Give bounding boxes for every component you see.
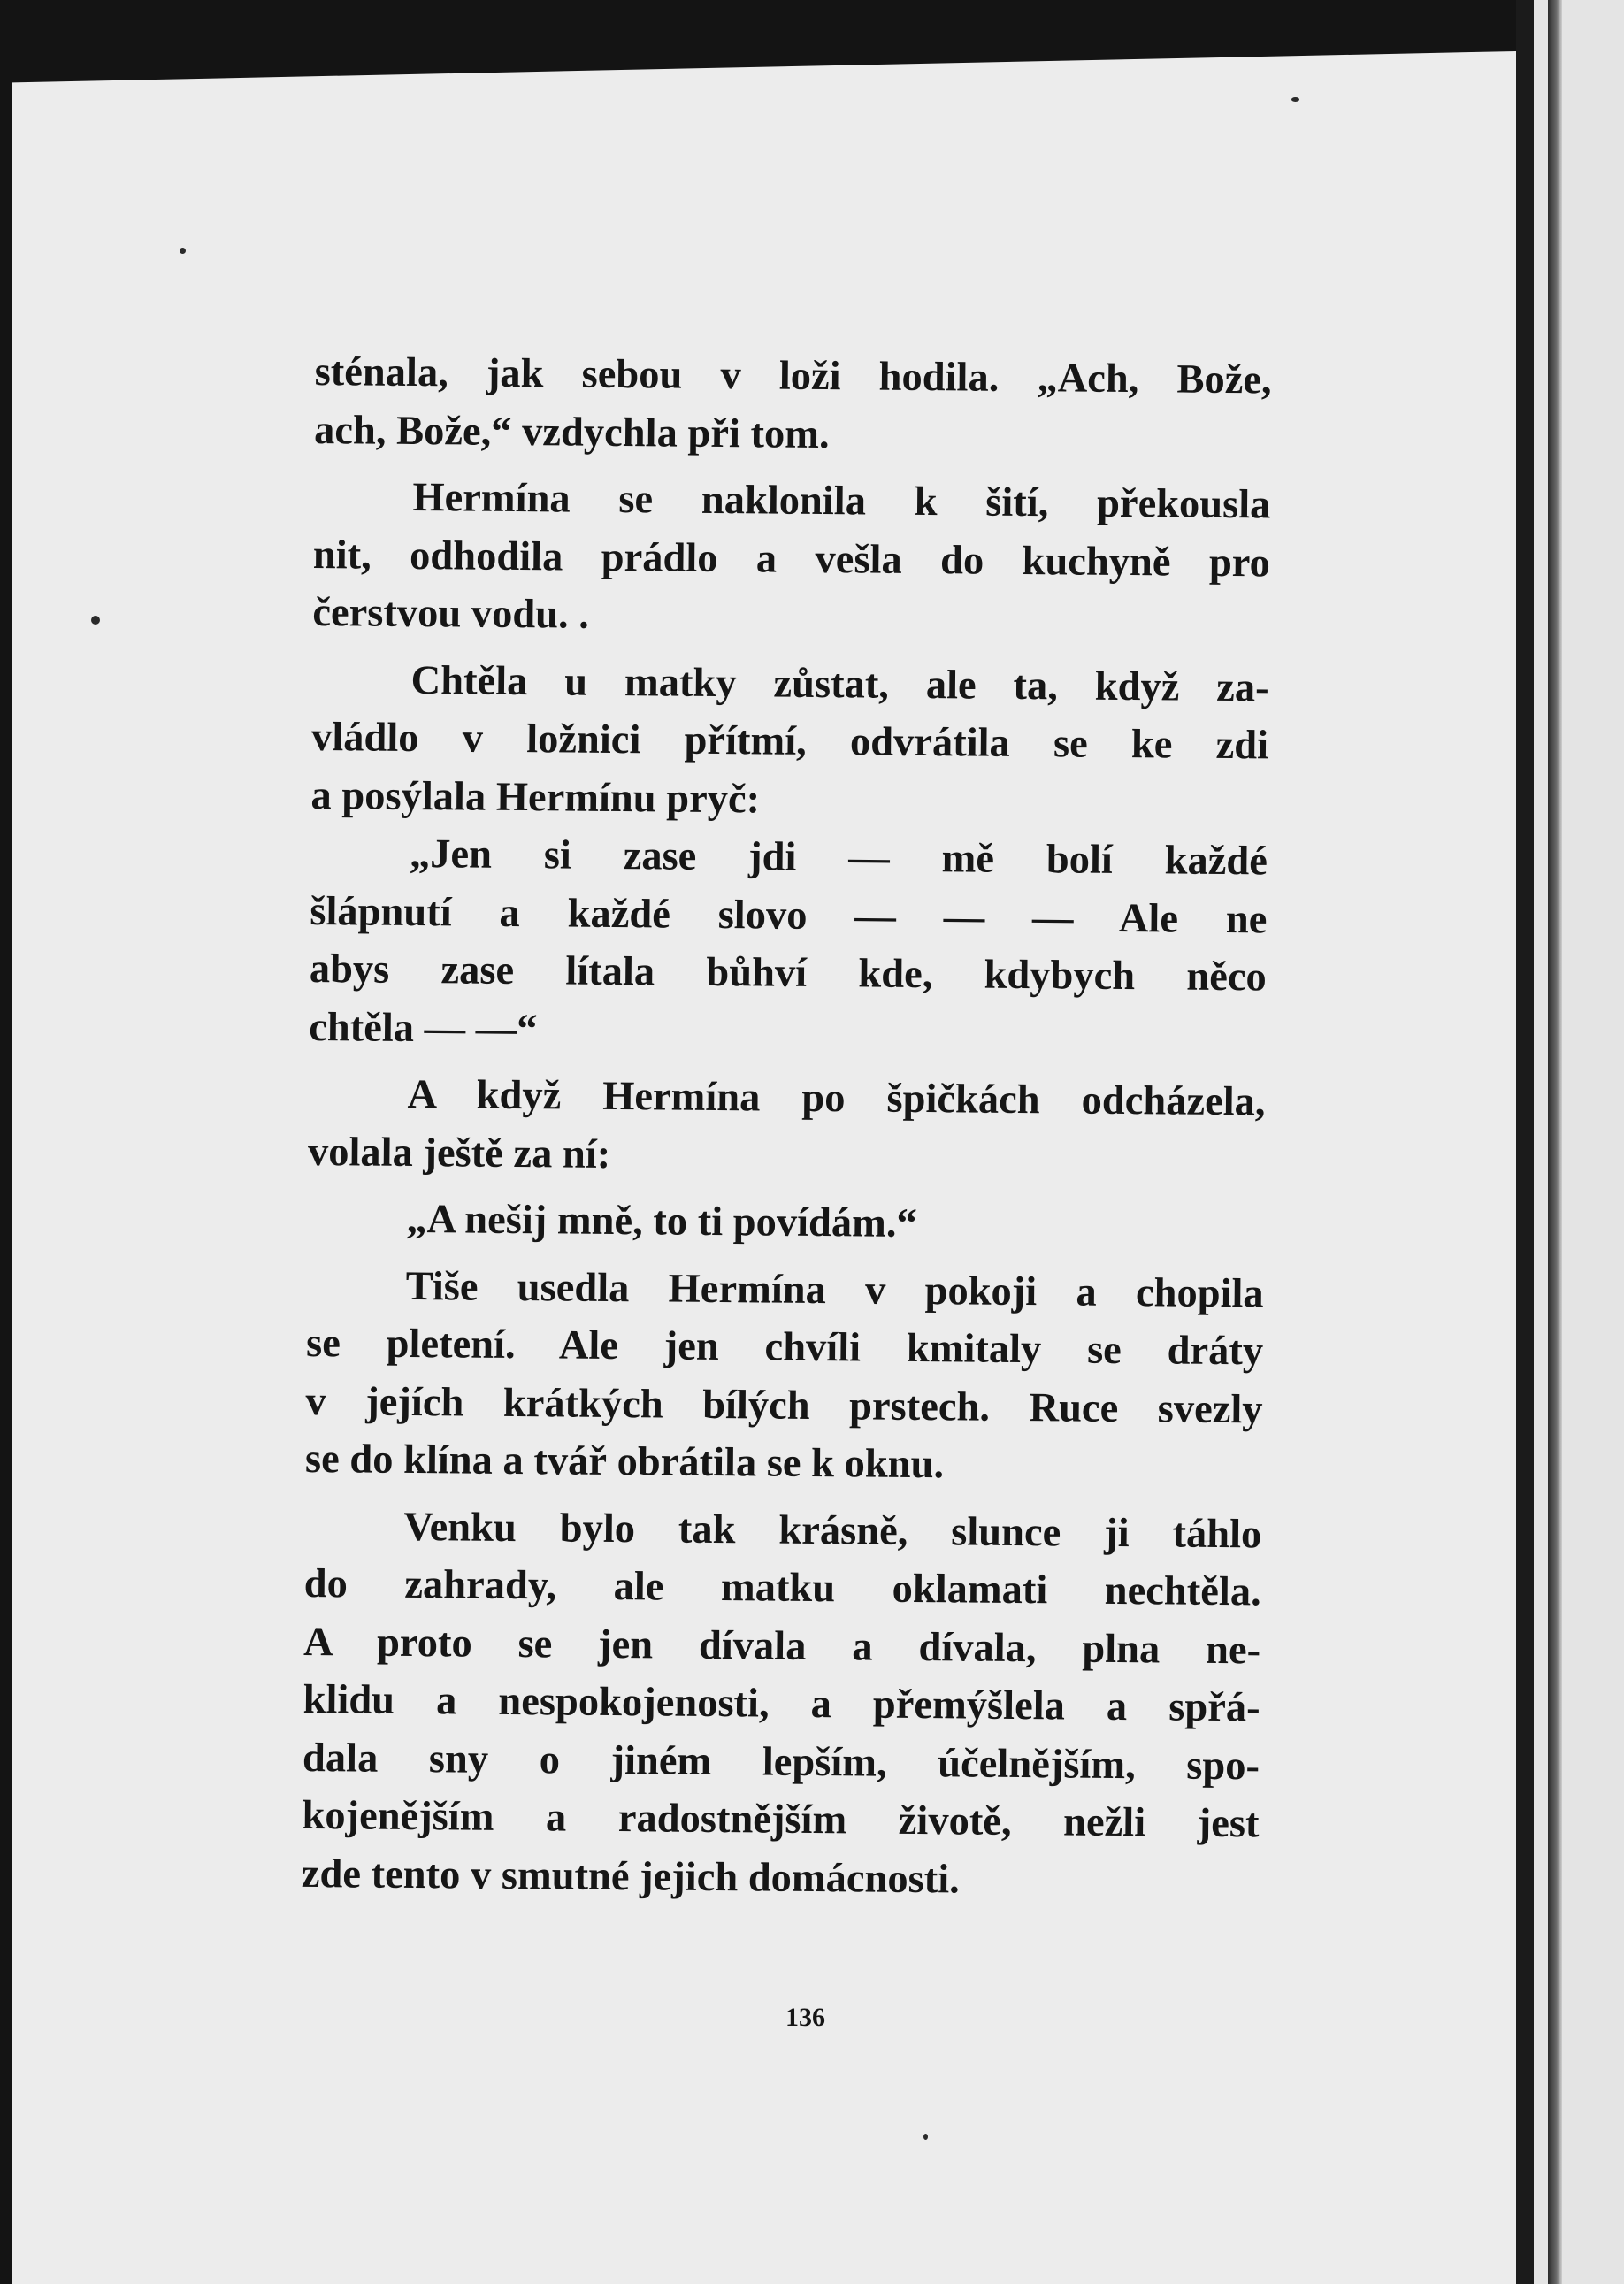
text-line: dala sny o jiném lepším, účelnějším, spo- <box>302 1735 1260 1789</box>
text-line: do zahrady, ale matku oklamati nechtěla. <box>303 1560 1261 1615</box>
text-line: v jejích krátkých bílých prstech. Ruce svezly <box>305 1378 1263 1432</box>
page-number: 136 <box>785 2003 825 2032</box>
text-line: A když Hermína po špičkách odcházela, <box>407 1071 1266 1125</box>
text-line: se pletení. Ale jen chvíli kmitaly se dráty <box>305 1320 1264 1375</box>
ink-speck <box>923 2134 928 2140</box>
text-line: Tiše usedla Hermína v pokoji a chopila <box>405 1263 1264 1316</box>
text-line: Hermína se naklonila k šití, překousla <box>412 474 1271 528</box>
text-line: čerstvou vodu. . <box>312 589 590 638</box>
text-line: klidu a nespokojenosti, a přemýšlela a spřá- <box>303 1676 1260 1731</box>
text-line: abys zase lítala bůhví kde, kdybych něco <box>309 946 1268 1000</box>
text-line: vládlo v ložnici přítmí, odvrátila se ke zdi <box>310 714 1269 769</box>
text-line: Venku bylo tak krásně, slunce ji táhlo <box>403 1504 1262 1557</box>
text-line: „A nešij mně, to ti povídám.“ <box>406 1196 917 1246</box>
ink-speck <box>91 616 100 625</box>
text-line: chtěla — —“ <box>309 1004 538 1052</box>
ink-speck <box>1291 97 1299 102</box>
text-line: se do klína a tvář obrátila se k oknu. <box>304 1436 945 1488</box>
text-line: nit, odhodila prádlo a vešla do kuchyně pro <box>312 532 1271 586</box>
text-line: šlápnutí a každé slovo — — — Ale ne <box>310 888 1268 942</box>
page-gutter <box>1516 0 1534 2284</box>
ink-speck <box>180 248 186 254</box>
adjacent-page-edge <box>1548 0 1562 2284</box>
text-line: „Jen si zase jdi — mě bolí každé <box>409 831 1268 885</box>
text-line: sténala, jak sebou v loži hodila. „Ach, Bože, <box>314 349 1272 403</box>
text-line: kojenějším a radostnějším životě, nežli jest <box>302 1792 1260 1847</box>
text-line: ach, Bože,“ vzdychla při tom. <box>313 407 830 457</box>
text-line: volala ještě za ní: <box>307 1129 611 1177</box>
body-text <box>302 343 1272 1911</box>
text-line: zde tento v smutné jejich domácnosti. <box>301 1851 961 1902</box>
text-line: A proto se jen dívala a dívala, plna ne- <box>303 1619 1261 1673</box>
text-line: a posýlala Hermínu pryč: <box>310 772 761 822</box>
text-line: Chtěla u matky zůstat, ale ta, když za- <box>410 657 1269 710</box>
